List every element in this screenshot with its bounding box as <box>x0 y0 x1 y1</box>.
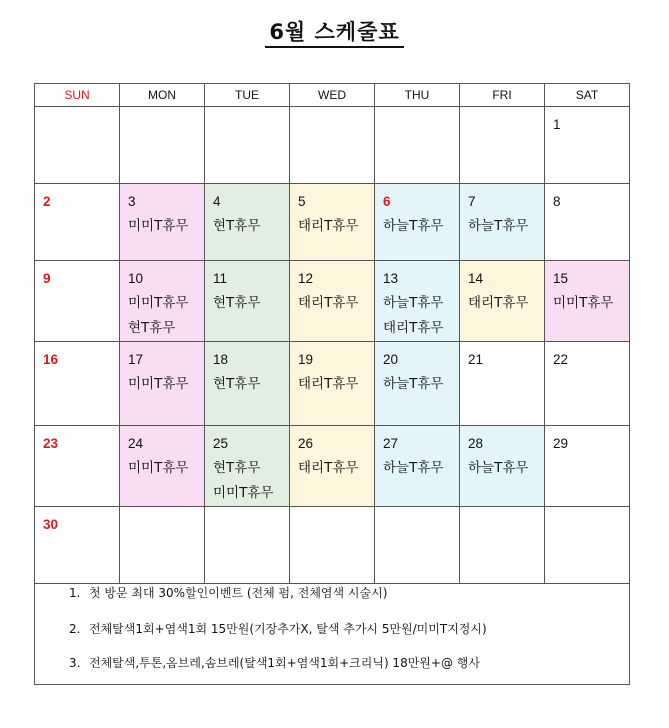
day-cell-content <box>545 426 629 456</box>
weekday-header-wed: WED <box>290 84 375 107</box>
weekday-header-mon: MON <box>120 84 205 107</box>
note-text: 전체탈색1회+염색1회 15만원(기장추가X, 탈색 추가시 5만원/미미T지정시) <box>89 622 487 636</box>
day-cell-content <box>205 261 289 316</box>
day-cell-content <box>460 426 544 481</box>
week-row <box>35 507 630 584</box>
day-cell-content <box>545 261 629 316</box>
day-cell-content <box>35 184 119 214</box>
page-title <box>0 16 669 46</box>
day-off-entry: 현T휴무 <box>213 460 261 476</box>
day-off-entry: 태리T휴무 <box>383 320 444 336</box>
day-cell-content <box>205 426 289 506</box>
day-cell <box>35 184 120 261</box>
day-cell <box>120 261 205 342</box>
day-number: 15 <box>553 271 569 286</box>
note-number: 3. <box>69 656 81 670</box>
calendar-body <box>35 107 630 584</box>
day-cell-content <box>290 184 374 239</box>
day-cell <box>375 426 460 507</box>
day-cell <box>375 107 460 184</box>
day-number: 7 <box>468 194 476 209</box>
day-cell <box>460 261 545 342</box>
day-number: 28 <box>468 436 484 451</box>
day-cell <box>290 107 375 184</box>
day-cell-content <box>35 507 119 537</box>
day-cell <box>375 342 460 426</box>
day-cell-content <box>290 426 374 481</box>
notes-box <box>34 576 630 685</box>
day-cell-content <box>460 342 544 372</box>
day-number: 26 <box>298 436 314 451</box>
day-off-entry: 태리T휴무 <box>298 376 359 392</box>
day-cell-content <box>35 342 119 372</box>
day-number: 4 <box>213 194 221 209</box>
note-number: 2. <box>69 622 81 636</box>
day-cell-content <box>35 426 119 456</box>
day-number: 8 <box>553 194 561 209</box>
day-number: 24 <box>128 436 144 451</box>
day-off-entry: 태리T휴무 <box>298 218 359 234</box>
week-row <box>35 107 630 184</box>
day-cell <box>290 507 375 584</box>
day-cell <box>205 426 290 507</box>
weekday-header-fri: FRI <box>460 84 545 107</box>
day-cell-content <box>205 107 289 112</box>
day-number: 10 <box>128 271 144 286</box>
day-cell-content <box>460 184 544 239</box>
day-cell-content <box>120 342 204 397</box>
day-cell <box>375 261 460 342</box>
day-cell-content <box>460 107 544 112</box>
day-cell <box>375 507 460 584</box>
day-cell-content <box>290 107 374 112</box>
day-cell-content <box>290 261 374 316</box>
day-off-entry: 현T휴무 <box>213 295 261 311</box>
day-number: 18 <box>213 352 229 367</box>
day-off-entry: 미미T휴무 <box>128 376 189 392</box>
day-off-entry: 현T휴무 <box>128 320 176 336</box>
day-off-entry: 미미T휴무 <box>553 295 614 311</box>
day-cell <box>35 107 120 184</box>
day-off-entry: 하늘T휴무 <box>468 218 529 234</box>
day-cell <box>545 342 630 426</box>
day-cell <box>375 184 460 261</box>
day-number: 16 <box>43 352 59 367</box>
day-number: 21 <box>468 352 484 367</box>
day-cell <box>35 426 120 507</box>
day-cell <box>290 261 375 342</box>
day-cell-content <box>205 342 289 397</box>
note-item <box>69 584 387 601</box>
day-off-entry: 태리T휴무 <box>298 460 359 476</box>
day-cell <box>35 507 120 584</box>
day-number: 27 <box>383 436 399 451</box>
day-cell-content <box>375 107 459 112</box>
day-number: 9 <box>43 271 51 286</box>
week-row <box>35 261 630 342</box>
day-number: 22 <box>553 352 569 367</box>
day-off-entry: 하늘T휴무 <box>383 460 444 476</box>
weekday-header-sat: SAT <box>545 84 630 107</box>
day-cell <box>290 184 375 261</box>
day-cell <box>460 107 545 184</box>
day-cell-content <box>545 342 629 372</box>
day-cell <box>120 184 205 261</box>
day-cell <box>205 261 290 342</box>
weekday-header-thu: THU <box>375 84 460 107</box>
week-row <box>35 426 630 507</box>
week-row <box>35 184 630 261</box>
day-off-entry: 미미T휴무 <box>128 218 189 234</box>
day-cell-content <box>375 426 459 481</box>
day-off-entry: 미미T휴무 <box>128 295 189 311</box>
day-off-entry: 현T휴무 <box>213 218 261 234</box>
note-number: 1. <box>69 586 81 600</box>
day-cell-content <box>120 426 204 481</box>
day-cell <box>545 261 630 342</box>
day-cell <box>120 426 205 507</box>
day-cell-content <box>460 507 544 512</box>
day-cell <box>460 426 545 507</box>
day-cell-content <box>545 184 629 214</box>
day-cell <box>290 426 375 507</box>
day-off-entry: 하늘T휴무 <box>383 218 444 234</box>
weekday-header-row <box>35 84 630 107</box>
day-off-entry: 태리T휴무 <box>298 295 359 311</box>
note-item <box>69 620 487 637</box>
day-number: 29 <box>553 436 569 451</box>
title-text: 6월 스케줄표 <box>265 20 403 48</box>
day-cell <box>205 107 290 184</box>
day-number: 11 <box>213 271 228 286</box>
day-cell <box>545 426 630 507</box>
day-cell-content <box>120 184 204 239</box>
day-cell <box>290 342 375 426</box>
day-cell-content <box>375 261 459 341</box>
day-cell-content <box>205 184 289 239</box>
day-cell-content <box>205 507 289 512</box>
day-cell-content <box>120 261 204 341</box>
day-cell-content <box>375 342 459 397</box>
day-cell-content <box>35 107 119 112</box>
day-number: 14 <box>468 271 484 286</box>
day-number: 5 <box>298 194 306 209</box>
day-cell-content <box>120 107 204 112</box>
day-number: 25 <box>213 436 229 451</box>
weekday-header-sun: SUN <box>35 84 120 107</box>
day-cell-content <box>545 507 629 512</box>
day-number: 19 <box>298 352 314 367</box>
day-number: 1 <box>553 117 561 132</box>
day-cell <box>460 184 545 261</box>
day-cell <box>545 107 630 184</box>
day-cell-content <box>290 342 374 397</box>
note-text: 첫 방문 최대 30%할인이벤트 (전체 펌, 전체염색 시술시) <box>89 586 388 600</box>
day-cell <box>120 342 205 426</box>
day-cell-content <box>120 507 204 512</box>
day-number: 12 <box>298 271 314 286</box>
day-cell-content <box>375 184 459 239</box>
day-number: 3 <box>128 194 136 209</box>
day-cell-content <box>375 507 459 512</box>
day-cell <box>460 342 545 426</box>
day-number: 6 <box>383 194 391 209</box>
day-cell <box>460 507 545 584</box>
day-cell <box>205 507 290 584</box>
week-row <box>35 342 630 426</box>
day-cell-content <box>35 261 119 291</box>
day-number: 30 <box>43 517 59 532</box>
day-off-entry: 하늘T휴무 <box>383 376 444 392</box>
day-cell <box>545 507 630 584</box>
day-cell <box>545 184 630 261</box>
day-number: 2 <box>43 194 51 209</box>
calendar-table <box>34 83 630 584</box>
weekday-header-tue: TUE <box>205 84 290 107</box>
day-cell <box>120 107 205 184</box>
day-off-entry: 하늘T휴무 <box>383 295 444 311</box>
day-number: 23 <box>43 436 59 451</box>
day-cell <box>35 261 120 342</box>
day-number: 17 <box>128 352 144 367</box>
day-off-entry: 현T휴무 <box>213 376 261 392</box>
day-cell-content <box>460 261 544 316</box>
day-off-entry: 미미T휴무 <box>128 460 189 476</box>
day-number: 20 <box>383 352 399 367</box>
day-cell <box>35 342 120 426</box>
note-text: 전체탈색,투톤,옴브레,솜브레(탈색1회+염색1회+크리닉) 18만원+@ 행사 <box>89 656 480 670</box>
day-cell <box>205 342 290 426</box>
day-number: 13 <box>383 271 399 286</box>
note-item <box>69 654 480 671</box>
day-cell-content <box>545 107 629 137</box>
day-off-entry: 미미T휴무 <box>213 485 274 501</box>
day-cell-content <box>290 507 374 512</box>
day-cell <box>120 507 205 584</box>
day-off-entry: 하늘T휴무 <box>468 460 529 476</box>
day-off-entry: 태리T휴무 <box>468 295 529 311</box>
day-cell <box>205 184 290 261</box>
